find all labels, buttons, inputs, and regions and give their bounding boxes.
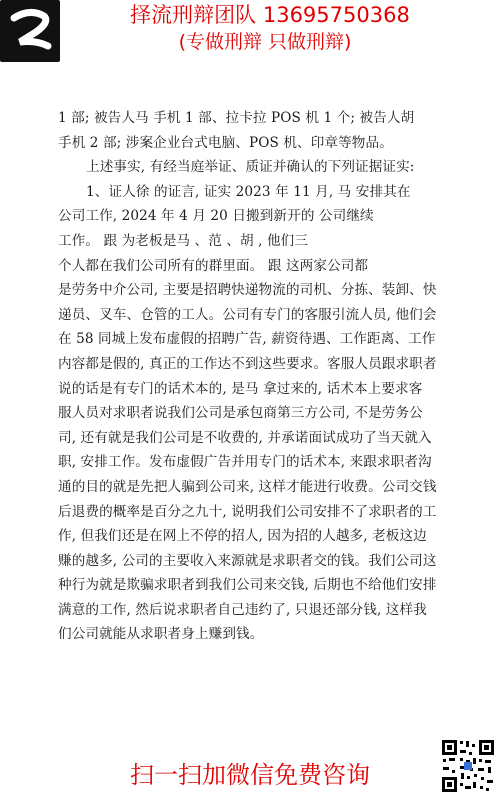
body-line: 职, 安排工作。发布虚假广告并用专门的话术本, 来跟求职者沟: [58, 454, 432, 471]
body-line: 内容都是假的, 真正的工作达不到这些要求。客服人员跟求职者: [58, 355, 437, 372]
body-line: 服人员对求职者说我们公司是承包商第三方公司, 不是劳务公: [58, 405, 423, 422]
body-line: 们公司就能从求职者身上赚到钱。: [58, 626, 264, 643]
body-line: 种行为就是欺骗求职者到我们公司来交钱, 后期也不给他们安排: [58, 577, 437, 594]
body-line: 个人都在我们公司所有的群里面。 跟 这两家公司都: [58, 257, 369, 274]
team-slogan: (专做刑辩 只做刑辩): [178, 31, 352, 53]
body-line: 手机 2 部; 涉案企业台式电脑、POS 机、印章等物品。: [58, 134, 393, 151]
body-line: 赚的越多, 公司的主要收入来源就是求职者交的钱。我们公司这: [58, 552, 437, 569]
body-line: 1 部; 被告人马 手机 1 部、拉卡拉 POS 机 1 个; 被告人胡: [58, 110, 415, 126]
body-line: 在 58 同城上发布虚假的招聘广告, 薪资待遇、工作距离、工作: [58, 331, 436, 348]
body-line: 说的话是有专门的话术本的, 是马 拿过来的, 话术本上要求客: [58, 380, 423, 397]
body-line: 是劳务中介公司, 主要是招聘快递物流的司机、分拣、装卸、快: [58, 282, 437, 299]
body-line: 后退费的概率是百分之九十, 说明我们公司安排不了求职者的工: [58, 503, 437, 520]
body-line: 递员、叉车、仓管的工人。公司有专门的客服引流人员, 他们会: [58, 306, 437, 323]
footer-cta: 扫一扫加微信免费咨询: [130, 761, 370, 789]
body-line: 上述事实, 有经当庭举证、质证并确认的下列证据证实:: [86, 159, 415, 176]
team-contact-title: 择流刑辩团队 13695750368: [130, 3, 410, 27]
header-banner: [0, 2, 500, 55]
body-line: 作, 但我们还是在网上不停的招人, 因为招的人越多, 老板这边: [58, 528, 427, 545]
body-line: 公司工作, 2024 年 4 月 20 日搬到新开的 公司继续: [58, 208, 374, 225]
qr-code-icon[interactable]: [440, 738, 496, 794]
body-line: 司, 还有就是我们公司是不收费的, 并承诺面试成功了当天就入: [58, 429, 432, 446]
document-body: [58, 106, 490, 647]
body-line: 工作。 跟 为老板是马 、范 、胡 , 他们三: [58, 232, 309, 249]
body-line: 1、证人徐 的证言, 证实 2023 年 11 月, 马 安排其在: [86, 183, 411, 200]
body-line: 满意的工作, 然后说求职者自己违约了, 只退还部分钱, 这样我: [58, 601, 427, 618]
body-line: 通的目的就是先把人骗到公司来, 这样才能进行收费。公司交钱: [58, 478, 437, 495]
